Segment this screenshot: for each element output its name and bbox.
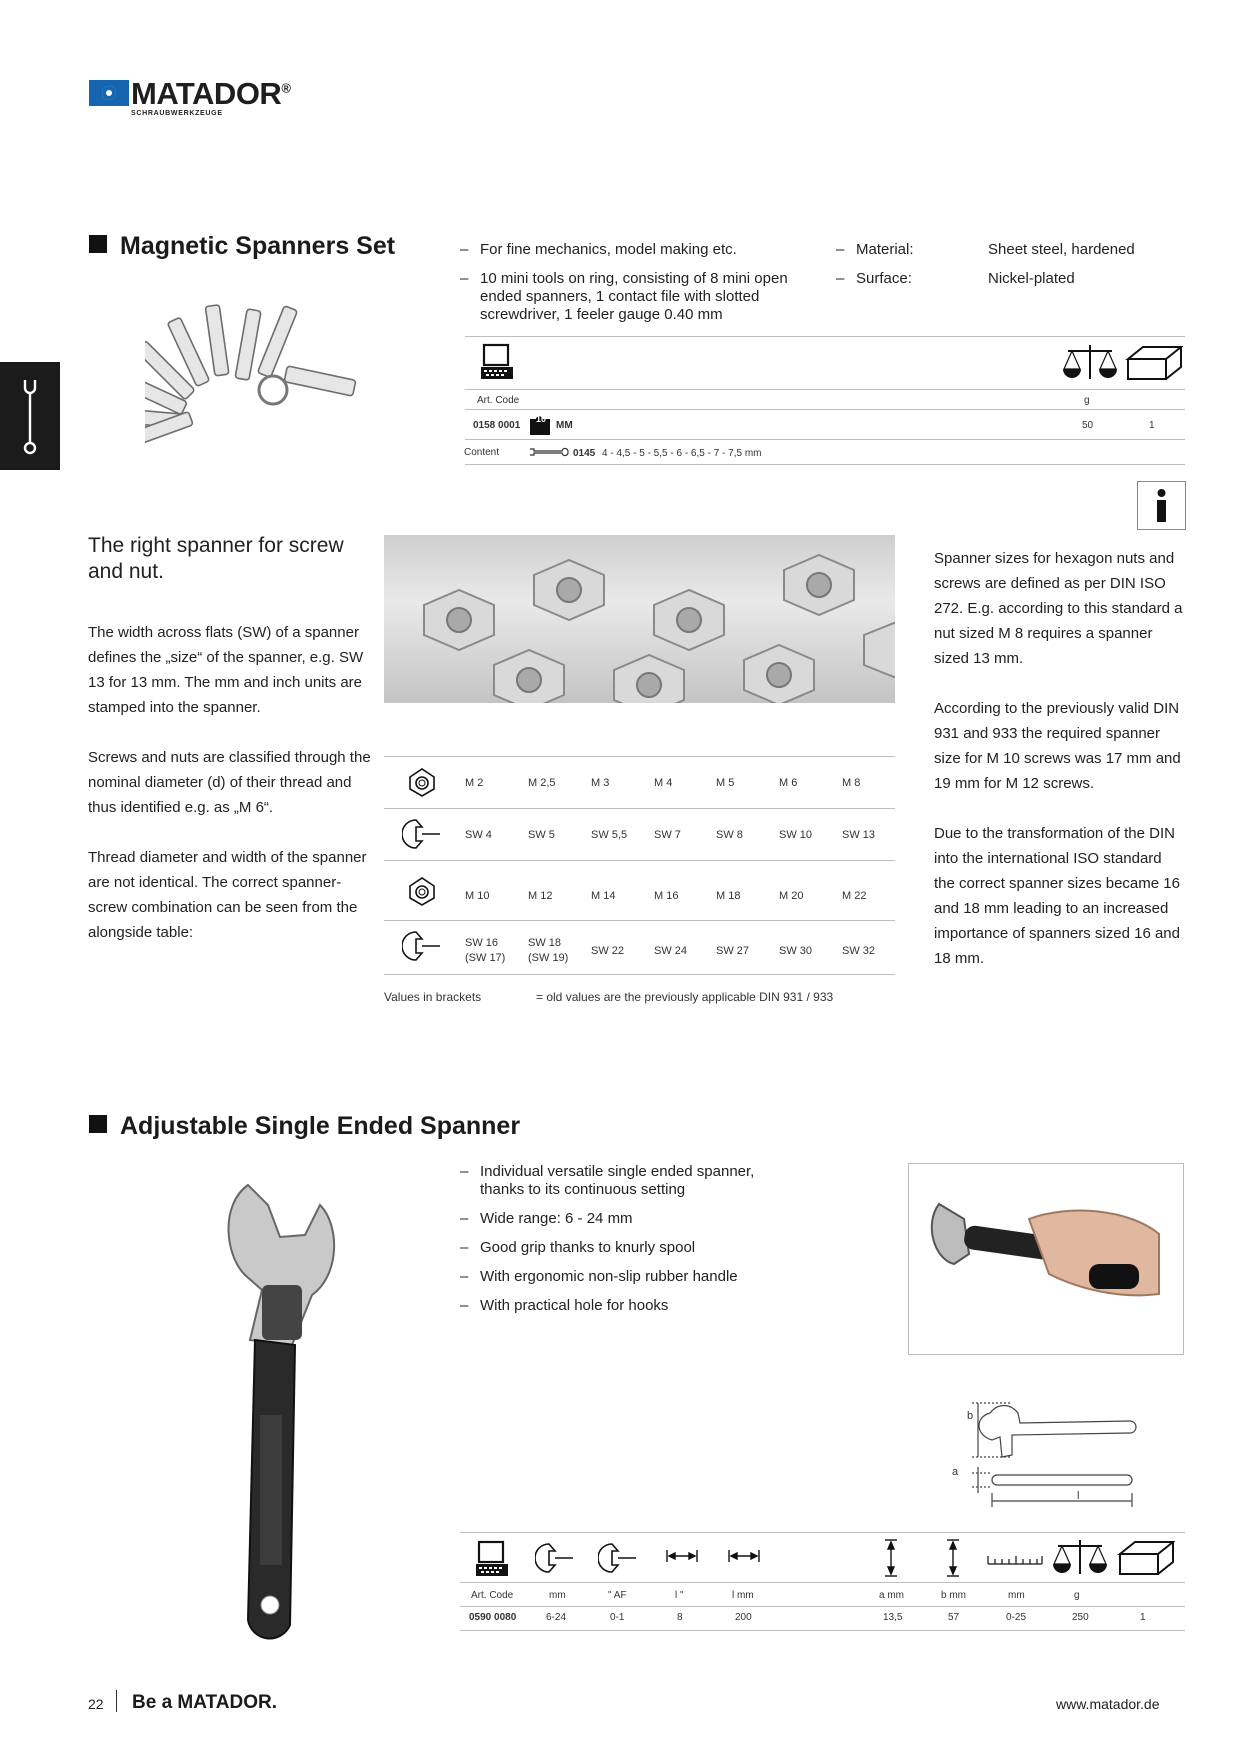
content-code: 0145: [573, 448, 596, 459]
brand-name: MATADOR: [131, 76, 282, 111]
table-cell: M 3: [591, 777, 610, 789]
pieces-count: 10: [536, 414, 547, 424]
mini-spanner-icon: [528, 446, 570, 458]
spec-value-material: Sheet steel, hardened: [988, 241, 1135, 258]
footer-slogan: Be a MATADOR.: [132, 1692, 277, 1713]
table-cell: SW 7: [654, 829, 681, 841]
content-sizes: 4 - 4,5 - 5 - 5,5 - 6 - 6,5 - 7 - 7,5 mm: [602, 448, 762, 459]
table-cell: M 20: [779, 890, 804, 902]
table-header-art-code: Art. Code: [471, 1590, 514, 1601]
table-cell: SW 16 (SW 17): [465, 937, 506, 964]
table-header-weight: g: [1074, 1590, 1080, 1601]
table-cell: M 4: [654, 777, 673, 789]
table-cell: M 2: [465, 777, 484, 789]
table-header-l-mm: l mm: [732, 1590, 754, 1601]
info-left-text: [88, 620, 373, 945]
unit-mm: MM: [556, 420, 573, 431]
table-cell: M 14: [591, 890, 616, 902]
adjustable-spanner-photo: [200, 1165, 350, 1645]
table-cell: 57: [948, 1612, 960, 1623]
table-cell: SW 24: [654, 945, 688, 957]
table-header-mm: mm: [549, 1590, 566, 1601]
hex-nuts-photo: [384, 535, 895, 703]
info-box: [1137, 481, 1186, 530]
brackets-note-text: = old values are the previously applicable DIN 931 / 933: [536, 990, 834, 1004]
spec-values: [988, 241, 1135, 288]
table-cell: 200: [735, 1612, 752, 1623]
dimension-drawing: [960, 1395, 1185, 1515]
table-cell: M 5: [716, 777, 735, 789]
list-item: – Wide range: 6 - 24 mm: [460, 1210, 800, 1228]
open-spanner-icon: [402, 816, 442, 852]
wrench-icon: [0, 362, 60, 470]
open-spanner-mm-icon: [535, 1540, 577, 1576]
table-header-a-mm: a mm: [879, 1590, 904, 1601]
table-cell: SW 18 (SW 19): [528, 937, 569, 964]
side-category-tab: [0, 362, 60, 470]
info-right-text: [934, 546, 1184, 971]
table-cell: SW 5: [528, 829, 555, 841]
table-cell: M 2,5: [528, 777, 556, 789]
hex-nut-icon: [405, 765, 439, 799]
brand-subtitle: SCHRAUBWERKZEUGE: [131, 110, 223, 117]
section-title-magnetic: Magnetic Spanners Set: [89, 232, 395, 261]
table-cell: SW 32: [842, 945, 876, 957]
table-cell: 250: [1072, 1612, 1089, 1623]
paragraph: Due to the transformation of the DIN into the international ISO standard the correct spanner sizes became 16 and 18 mm leading to an increased importance of spanners sized 16 and 18 mm.: [934, 825, 1180, 967]
hex-nut-icon: [405, 874, 439, 908]
catalogue-code-icon: [480, 343, 516, 381]
bullet-square-icon: [89, 235, 107, 253]
catalogue-code-icon: [475, 1540, 511, 1578]
info-icon: [1138, 482, 1185, 529]
section2-bullet-list: [460, 1163, 800, 1326]
dimension-b-label: b: [967, 1410, 974, 1422]
table-cell: M 12: [528, 890, 553, 902]
list-item: – With ergonomic non-slip rubber handle: [460, 1268, 800, 1286]
table-cell: 13,5: [883, 1612, 903, 1623]
table-cell: M 6: [779, 777, 798, 789]
list-item: – Individual versatile single ended spanner, thanks to its continuous setting: [460, 1163, 800, 1199]
spec-label-surface: – Surface:: [836, 270, 986, 288]
table-cell: M 22: [842, 890, 867, 902]
table-cell: 1: [1140, 1612, 1146, 1623]
section-title-adjustable: Adjustable Single Ended Spanner: [89, 1112, 520, 1141]
table-cell: 0-1: [610, 1612, 625, 1623]
spec-labels: [836, 241, 986, 299]
table-cell: SW 27: [716, 945, 750, 957]
list-item: – 10 mini tools on ring, consisting of 8 mini open ended spanners, 1 contact file with slotted screwdriver, 1 feeler gauge 0.40 mm: [460, 270, 805, 324]
paragraph: According to the previously valid DIN 931 and 933 the required spanner size for M 10 screws was 17 mm and 19 mm for M 12 screws.: [934, 700, 1181, 792]
spec-label-material: – Material:: [836, 241, 986, 259]
dimension-l-label: l: [1077, 1490, 1080, 1502]
package-quantity-icon: [1125, 343, 1183, 383]
table-cell: M 10: [465, 890, 490, 902]
article-code: 0158 0001: [473, 420, 521, 431]
table-header-b-mm: b mm: [941, 1590, 966, 1601]
paragraph: Screws and nuts are classified through the nominal diameter (d) of their thread and thus identified e.g. as „M 6“.: [88, 749, 371, 816]
table-header-art-code: Art. Code: [477, 395, 520, 406]
section1-bullet-list: [460, 241, 805, 335]
hand-with-spanner-illustration: [909, 1164, 1183, 1354]
content-label: Content: [464, 447, 500, 458]
page-number: 22: [88, 1696, 104, 1712]
open-spanner-icon: [402, 928, 442, 964]
brackets-note-label: Values in brackets: [384, 990, 482, 1004]
hex-nuts-illustration: [384, 535, 895, 703]
table-cell: M 8: [842, 777, 861, 789]
dimension-b-icon: [945, 1538, 961, 1578]
table-cell: SW 13: [842, 829, 876, 841]
spanner-set-photo: [145, 295, 360, 470]
table-cell: SW 30: [779, 945, 813, 957]
table-cell: 6-24: [546, 1612, 567, 1623]
table-cell: SW 22: [591, 945, 625, 957]
list-item: – For fine mechanics, model making etc.: [460, 241, 805, 259]
list-item: – Good grip thanks to knurly spool: [460, 1239, 800, 1257]
footer-url[interactable]: www.matador.de: [1056, 1696, 1160, 1712]
ruler-scale-icon: [986, 1552, 1044, 1566]
table-cell: 8: [677, 1612, 683, 1623]
table-cell: M 16: [654, 890, 679, 902]
info-heading: The right spanner for screw and nut.: [88, 534, 344, 583]
table-cell: SW 8: [716, 829, 743, 841]
paragraph: Spanner sizes for hexagon nuts and screws are defined as per DIN ISO 272. E.g. according to this standard a nut sized M 8 requires a spanner sized 13 mm.: [934, 550, 1183, 667]
table-cell: 0-25: [1006, 1612, 1027, 1623]
dimension-a-label: a: [952, 1466, 959, 1478]
quantity-value: 1: [1149, 420, 1155, 431]
table-header-af: " AF: [608, 1590, 627, 1601]
length-inch-icon: [665, 1548, 699, 1564]
dimension-a-icon: [883, 1538, 899, 1578]
table-header-weight: g: [1084, 395, 1090, 406]
scale-weight-icon: [1052, 1538, 1108, 1578]
brand-logo: MATADOR® SCHRAUBWERKZEUGE: [89, 78, 309, 148]
paragraph: Thread diameter and width of the spanner are not identical. The correct spanner-screw combination can be seen from the alongside table:: [88, 849, 367, 941]
table-header-range-mm: mm: [1008, 1590, 1025, 1601]
weight-value: 50: [1082, 420, 1094, 431]
length-mm-icon: [727, 1548, 761, 1564]
open-spanner-af-icon: [598, 1540, 640, 1576]
bullet-square-icon: [89, 1115, 107, 1133]
article-code: 0590 0080: [469, 1612, 517, 1623]
list-item: – With practical hole for hooks: [460, 1297, 800, 1315]
footer-divider: [116, 1690, 117, 1712]
hand-holding-spanner-photo: [908, 1163, 1184, 1355]
table-cell: SW 5,5: [591, 829, 628, 841]
table-cell: M 18: [716, 890, 741, 902]
paragraph: The width across flats (SW) of a spanner defines the „size“ of the spanner, e.g. SW 13 for 13 mm. The mm and inch units are stamped into the spanner.: [88, 624, 364, 716]
matador-logo-icon: [89, 80, 129, 106]
table-header-l-inch: l ": [675, 1590, 684, 1601]
scale-weight-icon: [1062, 343, 1118, 383]
table-cell: SW 4: [465, 829, 492, 841]
spec-value-surface: Nickel-plated: [988, 270, 1075, 287]
package-quantity-icon: [1117, 1538, 1175, 1578]
table-cell: SW 10: [779, 829, 813, 841]
